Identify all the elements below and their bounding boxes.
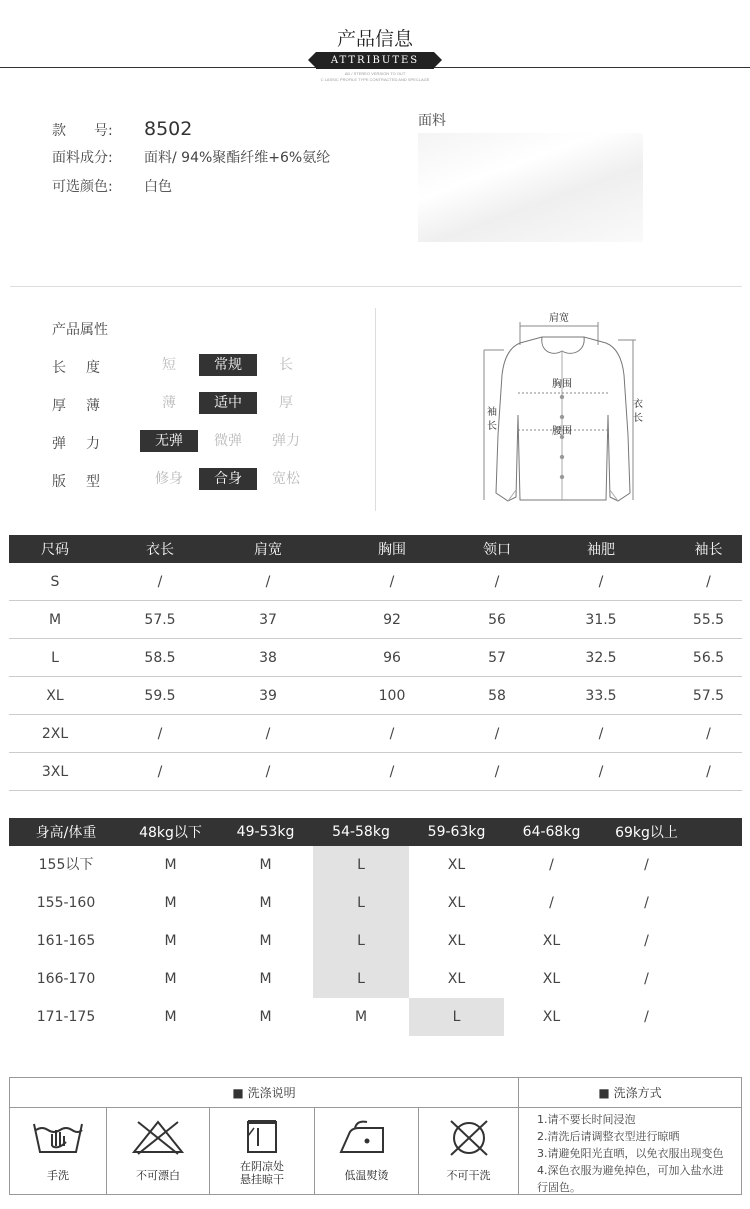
material-composition: 面料/ 94%聚酯纤维+6%氨纶 [144, 150, 331, 166]
table-cell: L [409, 998, 504, 1036]
table-cell: 59.5 [144, 687, 176, 704]
column-header: 衣长 [146, 542, 174, 558]
table-cell: XL [542, 1009, 561, 1025]
column-header: 49-53kg [236, 824, 295, 840]
table-row [9, 677, 742, 715]
table-cell: 58.5 [144, 649, 176, 666]
attribute-option: 适中 [199, 392, 257, 414]
column-header: 59-63kg [427, 824, 486, 840]
table-cell: M [48, 611, 62, 628]
table-cell: / [157, 573, 163, 590]
table-cell: 2XL [41, 725, 69, 742]
attribute-row [52, 468, 352, 492]
table-cell: M [259, 1009, 272, 1025]
divider [10, 286, 742, 287]
table-cell: M [354, 1009, 368, 1025]
table-cell: 166-170 [36, 971, 96, 987]
wash-note: 4.深色衣服为避免掉色，可加入盐水进 [537, 1164, 724, 1177]
attribute-option: 长 [279, 357, 293, 373]
hand-wash-icon [28, 1116, 88, 1160]
table-cell: 39 [259, 687, 277, 704]
wash-item-low-iron: 低温熨烫 [315, 1108, 419, 1194]
info-row-material: 面料成分: 面料/ 94%聚酯纤维+6%氨纶 [52, 147, 330, 176]
style-number: 8502 [144, 118, 193, 140]
table-cell: 155-160 [36, 895, 96, 911]
table-cell: M [259, 895, 272, 911]
wash-item-no-dry-clean: 不可干洗 [419, 1108, 519, 1194]
size-table [9, 535, 742, 791]
fit-table-header [9, 818, 742, 846]
column-header: 领口 [483, 542, 511, 558]
table-cell: / [265, 763, 271, 780]
table-row [9, 753, 742, 791]
wash-method-title: ■ 洗涤方式 [519, 1078, 741, 1108]
attribute-option: 薄 [162, 395, 176, 411]
table-cell: XL [542, 933, 561, 949]
wash-care-section [9, 1077, 742, 1195]
attribute-option: 微弹 [214, 433, 242, 449]
table-cell: 3XL [41, 763, 69, 780]
label-length-2: 长 [633, 413, 643, 424]
table-cell: S [50, 573, 60, 590]
table-cell: / [389, 763, 395, 780]
table-cell: M [164, 895, 177, 911]
attribute-row [52, 354, 352, 378]
table-row [9, 884, 742, 922]
table-cell: / [494, 573, 500, 590]
wash-method-notes [527, 1108, 741, 1196]
table-cell: 55.5 [692, 611, 725, 628]
label-shoulder: 肩宽 [549, 313, 569, 324]
label-waist: 腰围 [552, 426, 572, 437]
attribute-row [52, 430, 352, 454]
table-cell: 56.5 [692, 649, 725, 666]
attribute-option: 短 [162, 357, 176, 373]
label-sleeve-1: 袖 [487, 407, 497, 418]
column-header: 袖长 [694, 542, 723, 558]
column-header: 54-58kg [332, 824, 390, 840]
table-cell: M [164, 933, 177, 949]
page-title: 产品信息 [336, 28, 413, 50]
table-cell: / [706, 763, 711, 780]
table-cell: / [706, 725, 711, 742]
table-row [9, 601, 742, 639]
wash-instructions-title: ■ 洗涤说明 [10, 1078, 519, 1108]
fabric-swatch-image [418, 133, 643, 242]
table-cell: XL [447, 895, 466, 911]
attribute-option: 宽松 [272, 471, 300, 487]
table-row [9, 639, 742, 677]
attribute-option: 无弹 [140, 430, 198, 452]
wash-note: 1.请不要长时间浸泡 [537, 1113, 636, 1126]
table-row [9, 922, 742, 960]
table-row [9, 563, 742, 601]
table-cell: 57.5 [144, 611, 176, 628]
label-sleeve-2: 长 [487, 421, 497, 432]
wash-item-hand-wash: 手洗 [10, 1108, 107, 1194]
table-cell: M [259, 971, 272, 987]
table-cell: XL [447, 933, 466, 949]
attributes-banner: ATTRIBUTES [316, 52, 434, 69]
shirt-measurement-diagram [478, 305, 648, 510]
section-header [0, 0, 750, 90]
table-cell: 92 [383, 611, 401, 628]
table-cell: / [494, 763, 500, 780]
wash-item-no-bleach: 不可漂白 [107, 1108, 210, 1194]
table-cell: M [164, 971, 177, 987]
header-subtext: AD / STEREO VERSION TO OUT C LASSIC PROFILE TYPE CONTRACTED AND SPECLAGE [320, 71, 430, 82]
column-header: 尺码 [41, 542, 69, 558]
table-cell: / [598, 725, 604, 742]
table-cell: / [644, 857, 649, 873]
no-dry-clean-icon [439, 1116, 499, 1160]
table-cell: 32.5 [585, 649, 617, 666]
column-header: 身高/体重 [35, 825, 97, 841]
column-header: 袖肥 [587, 542, 615, 558]
table-cell: / [265, 725, 271, 742]
column-header: 肩宽 [254, 542, 282, 558]
table-cell: L [51, 649, 59, 666]
column-header: 64-68kg [522, 824, 581, 840]
column-header: 48kg以下 [139, 825, 202, 841]
table-cell: 96 [383, 649, 401, 666]
fit-recommendation-table [9, 818, 742, 1036]
table-cell: / [389, 725, 395, 742]
vertical-divider [375, 308, 376, 511]
table-cell: 161-165 [36, 933, 96, 949]
table-cell: / [549, 895, 554, 911]
table-cell: / [644, 933, 649, 949]
table-cell: / [644, 895, 649, 911]
attribute-name: 长度 [52, 360, 120, 376]
fabric-label: 面料 [418, 113, 446, 129]
table-cell: 33.5 [585, 687, 617, 704]
table-cell: / [265, 573, 271, 590]
table-cell: / [706, 573, 711, 590]
table-cell: L [313, 884, 409, 922]
table-cell: 57 [488, 649, 506, 666]
column-header: 69kg以上 [615, 825, 678, 841]
table-cell: / [644, 971, 649, 987]
label-chest: 胸围 [552, 379, 572, 390]
table-row [9, 960, 742, 998]
table-cell: M [164, 1009, 177, 1025]
no-bleach-icon [128, 1116, 188, 1160]
table-cell: L [313, 960, 409, 998]
product-info [52, 118, 330, 205]
table-cell: / [389, 573, 395, 590]
wash-note: 行固色。 [537, 1181, 581, 1194]
table-cell: 38 [259, 649, 277, 666]
table-cell: L [313, 846, 409, 884]
table-cell: XL [542, 971, 561, 987]
attribute-row [52, 392, 352, 416]
low-iron-icon [337, 1116, 397, 1160]
column-header: 胸围 [378, 542, 406, 558]
attribute-name: 厚薄 [52, 398, 120, 414]
table-row [9, 998, 742, 1036]
table-cell: / [157, 725, 163, 742]
table-cell: M [259, 933, 272, 949]
shade-hang-dry-icon [232, 1116, 292, 1160]
table-cell: 31.5 [585, 611, 617, 628]
table-cell: / [157, 763, 163, 780]
attribute-name: 弹力 [52, 436, 120, 452]
wash-item-shade-hang-dry: 在阴凉处 悬挂晾干 [210, 1108, 315, 1194]
wash-note: 2.清洗后请调整衣型进行晾晒 [537, 1130, 680, 1143]
table-cell: / [598, 573, 604, 590]
attribute-option: 常规 [199, 354, 257, 376]
table-cell: M [164, 857, 177, 873]
info-row-style-no: 款 号: 8502 [52, 118, 193, 140]
table-cell: 37 [259, 611, 277, 628]
table-cell: XL [447, 857, 466, 873]
size-table-header [9, 535, 742, 563]
table-cell: 171-175 [36, 1009, 96, 1025]
table-row [9, 715, 742, 753]
table-cell: / [549, 857, 554, 873]
table-cell: XL [46, 687, 64, 704]
attribute-option: 厚 [279, 395, 293, 411]
table-cell: XL [447, 971, 466, 987]
wash-note: 3.请避免阳光直晒，以免衣服出现变色 [537, 1147, 724, 1160]
color-value: 白色 [144, 179, 172, 195]
table-cell: 58 [488, 687, 506, 704]
label-length-1: 衣 [633, 399, 643, 410]
attribute-option: 修身 [155, 471, 183, 487]
attribute-option: 弹力 [272, 433, 300, 449]
attributes-title: 产品属性 [52, 322, 108, 338]
table-row [9, 846, 742, 884]
table-cell: / [644, 1009, 649, 1025]
table-cell: 56 [488, 611, 506, 628]
attribute-option: 合身 [199, 468, 257, 490]
table-cell: / [598, 763, 604, 780]
table-cell: 100 [378, 687, 406, 704]
table-cell: / [494, 725, 500, 742]
table-cell: L [313, 922, 409, 960]
table-cell: M [259, 857, 272, 873]
info-row-color: 可选颜色: 白色 [52, 176, 330, 205]
attribute-name: 版型 [52, 474, 120, 490]
table-cell: 155以下 [38, 857, 94, 873]
table-cell: 57.5 [692, 687, 725, 704]
